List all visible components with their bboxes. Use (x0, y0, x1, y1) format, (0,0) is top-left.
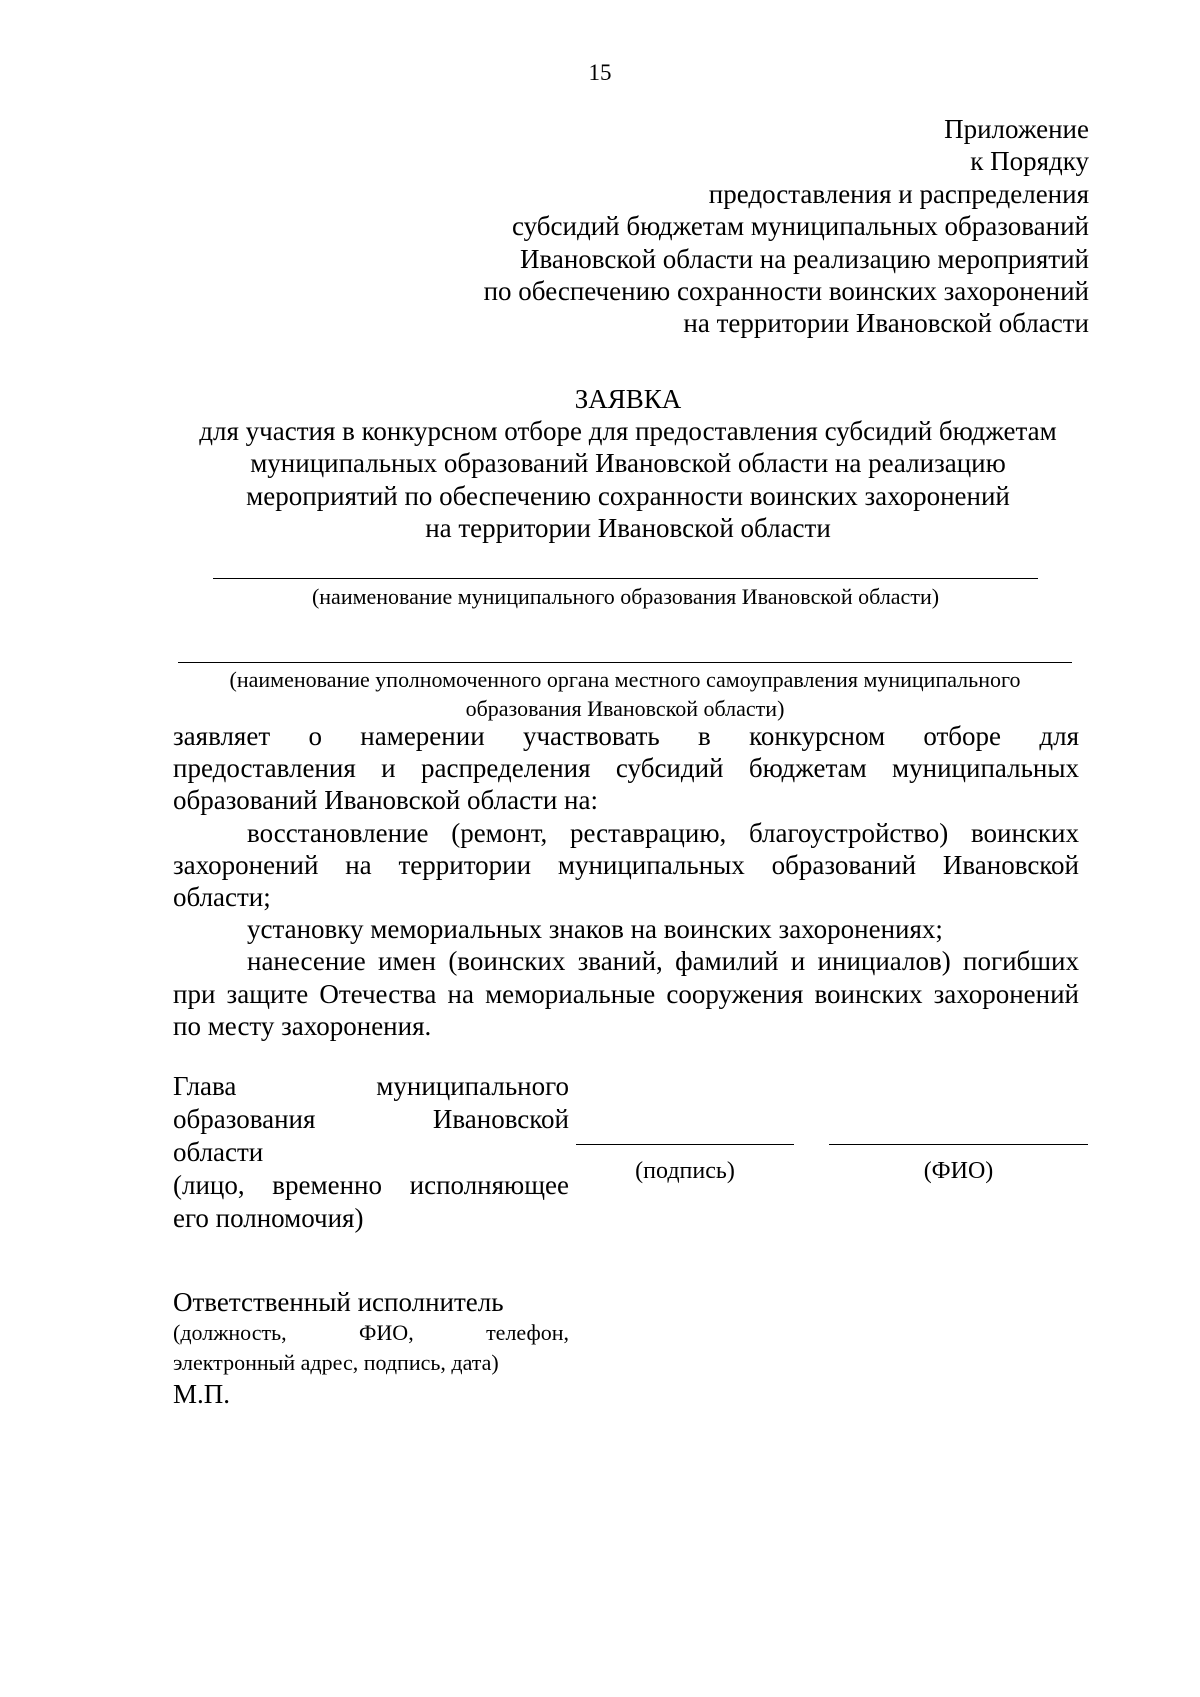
title-line: для участия в конкурсном отборе для предоставления субсидий бюджетам (199, 416, 1057, 447)
option-restoration: восстановление (ремонт, реставрацию, благоустройство) воинских захоронений на территории муниципальных образований Ивановской области; (173, 817, 1079, 913)
title-line: муниципальных образований Ивановской области на реализацию (250, 448, 1006, 479)
authority-caption-line: образования Ивановской области) (465, 696, 785, 721)
intro-paragraph: предоставления и распределения субсидий бюджетам муниципальных образований Ивановской области на: (173, 753, 1079, 816)
appendix-line: к Порядку (970, 146, 1089, 177)
signature-caption: (подпись) (635, 1158, 735, 1184)
municipality-caption: (наименование муниципального образования Ивановской области) (311, 584, 940, 609)
appendix-line: Приложение (944, 114, 1089, 144)
executor-title: Ответственный исполнитель (173, 1287, 504, 1317)
intro-first-line: заявляет о намерении участвовать в конкурсном отборе для (173, 721, 1079, 751)
appendix-note (484, 113, 1089, 340)
title-line: на территории Ивановской области (425, 512, 831, 543)
municipality-name-line[interactable] (213, 578, 1038, 579)
document-title (0, 383, 1200, 544)
page-number: 15 (588, 60, 612, 85)
application-body (173, 720, 1079, 1042)
appendix-line: субсидий бюджетам муниципальных образований (512, 211, 1089, 242)
authority-caption (178, 665, 1072, 723)
appendix-line: по обеспечению сохранности воинских захоронений (483, 276, 1089, 307)
title-heading: ЗАЯВКА (574, 384, 682, 414)
seal-place: М.П. (173, 1379, 231, 1409)
appendix-line: Ивановской области на реализацию мероприятий (519, 243, 1089, 274)
appendix-line: на территории Ивановской области (683, 308, 1089, 339)
full-name-caption: (ФИО) (923, 1158, 994, 1184)
option-memorial-signs: установку мемориальных знаков на воинских захоронениях; (247, 914, 943, 945)
full-name-line[interactable] (829, 1144, 1088, 1145)
head-signatory-label: Глава муниципального образования Ивановской области (лицо, временно исполняющее его полномочия) (173, 1071, 569, 1233)
executor-details: (должность, ФИО, телефон, электронный адрес, подпись, дата) (173, 1320, 569, 1375)
signature-line[interactable] (576, 1144, 794, 1145)
responsible-executor (173, 1286, 569, 1410)
title-line: мероприятий по обеспечению сохранности воинских захоронений (246, 480, 1010, 511)
appendix-line: предоставления и распределения (708, 178, 1089, 209)
authority-caption-line: (наименование уполномоченного органа местного самоуправления муниципального (229, 667, 1021, 692)
authority-name-line[interactable] (178, 662, 1072, 663)
option-names: нанесение имен (воинских званий, фамилий и инициалов) погибших при защите Отечества на мемориальные сооружения воинских захоронений по месту захоронения. (173, 946, 1079, 1041)
